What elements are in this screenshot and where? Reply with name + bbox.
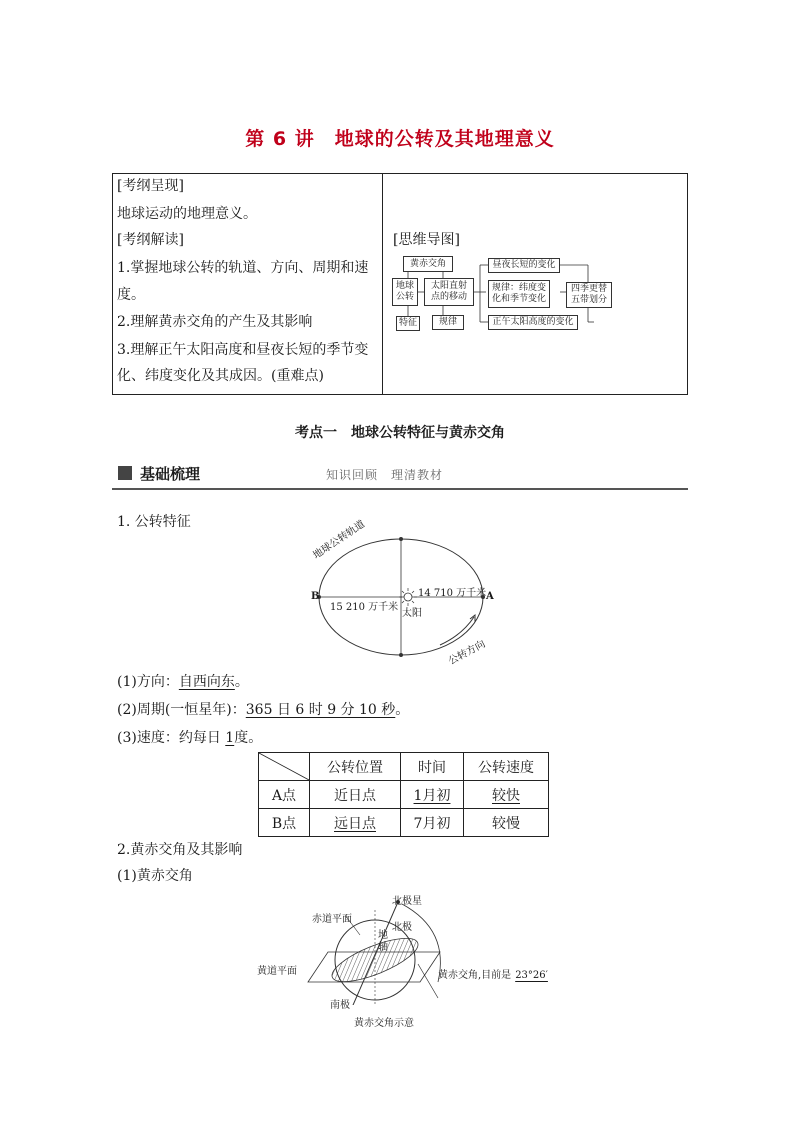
table-cell (401, 781, 464, 809)
section-heading: 考点一 地球公转特征与黄赤交角 (295, 425, 505, 441)
outline-line: [考纲呈现] (117, 178, 184, 194)
mind-map-node: 昼夜长短的变化 (488, 258, 560, 273)
orbit-point-a: A (486, 591, 494, 602)
table-header: 公转位置 (310, 753, 401, 781)
outline-line: [考纲解读] (117, 232, 184, 248)
band-title: 基础梳理 (140, 465, 201, 483)
table-answer: 远日点 (334, 815, 376, 832)
fact-direction-label: (1)方向： (117, 674, 179, 690)
fact-direction (117, 672, 249, 692)
fact-suffix: 。 (395, 702, 410, 718)
diagonal-line (259, 753, 309, 780)
angle-value: 23°26′ (515, 970, 548, 981)
figure-caption: 黄赤交角示意 (354, 1018, 414, 1029)
band-rule (112, 488, 688, 490)
sun-label: 太阳 (402, 608, 422, 619)
fact-period-answer: 365 日 6 时 9 分 10 秒 (245, 702, 396, 718)
table-cell: 近日点 (310, 781, 401, 809)
orbit-point-b: B (311, 591, 320, 602)
item2-heading: 2.黄赤交角及其影响 (117, 842, 243, 858)
outline-line: 度。 (117, 287, 145, 303)
mind-map-node: 规律 (432, 315, 464, 330)
mind-map-node: 四季更替五带划分 (566, 282, 612, 308)
page-title: 第 6 讲 地球的公转及其地理意义 (245, 128, 555, 150)
mind-map-node: 地球公转 (392, 278, 418, 306)
item1-heading: 1. 公转特征 (117, 514, 191, 530)
fact-direction-answer: 自西向东 (178, 674, 235, 690)
table-cell: A点 (259, 781, 310, 809)
fact-speed (117, 728, 262, 748)
ecliptic-plane-label: 黄道平面 (257, 966, 297, 977)
table-cell: B点 (259, 809, 310, 837)
angle-note (438, 966, 548, 981)
table-corner-cell (259, 753, 310, 781)
outline-divider (382, 173, 383, 395)
table-answer: 较快 (492, 787, 520, 804)
table-row (259, 781, 549, 809)
polaris-label: 北极星 (392, 896, 422, 907)
orbit-distance-a: 14 710 万千米 (418, 588, 487, 599)
table-cell: 7月初 (401, 809, 464, 837)
band-icon (118, 466, 132, 480)
outline-line: 3.理解正午太阳高度和昼夜长短的季节变 (117, 342, 369, 358)
table-row (259, 809, 549, 837)
fact-suffix: 度。 (234, 730, 263, 746)
fact-speed-label: (3)速度：约每日 (117, 730, 226, 746)
direction-label: 公转方向 (446, 638, 488, 668)
fact-period-label: (2)周期(一恒星年)： (117, 702, 246, 718)
angle-note-text: 黄赤交角,目前是 (438, 970, 512, 981)
mind-map-node: 黄赤交角 (403, 256, 453, 272)
north-pole-label: 北极 (392, 922, 412, 933)
mind-map-node: 特征 (396, 316, 420, 331)
fact-speed-answer: 1 (225, 730, 235, 746)
mind-map-node: 太阳直射点的移动 (424, 278, 474, 306)
table-cell: 较慢 (464, 809, 549, 837)
orbit-distance-b: 15 210 万千米 (330, 602, 399, 613)
equator-plane-label: 赤道平面 (312, 914, 352, 925)
table-header: 公转速度 (464, 753, 549, 781)
table-cell (464, 781, 549, 809)
speed-table (258, 752, 549, 837)
outline-line: 2.理解黄赤交角的产生及其影响 (117, 314, 313, 330)
mind-map-label: [思维导图] (393, 232, 460, 248)
item2-subheading: (1)黄赤交角 (117, 868, 193, 884)
axis-label: 地轴 (378, 930, 388, 953)
mind-map-node: 正午太阳高度的变化 (488, 315, 578, 330)
mind-map-node: 规律：纬度变化和季节变化 (488, 280, 550, 308)
outline-line: 化、纬度变化及其成因。(重难点) (117, 368, 324, 384)
fact-suffix: 。 (234, 674, 249, 690)
outline-line: 地球运动的地理意义。 (117, 206, 257, 222)
outline-line: 1.掌握地球公转的轨道、方向、周期和速 (117, 260, 369, 276)
fact-period (117, 700, 409, 720)
table-header-row (259, 753, 549, 781)
south-pole-label: 南极 (330, 1000, 350, 1011)
orbit-label: 地球公转轨道 (311, 518, 368, 562)
band-subtitle: 知识回顾 理清教材 (326, 468, 444, 482)
table-cell (310, 809, 401, 837)
table-answer: 1月初 (413, 787, 451, 804)
table-header: 时间 (401, 753, 464, 781)
